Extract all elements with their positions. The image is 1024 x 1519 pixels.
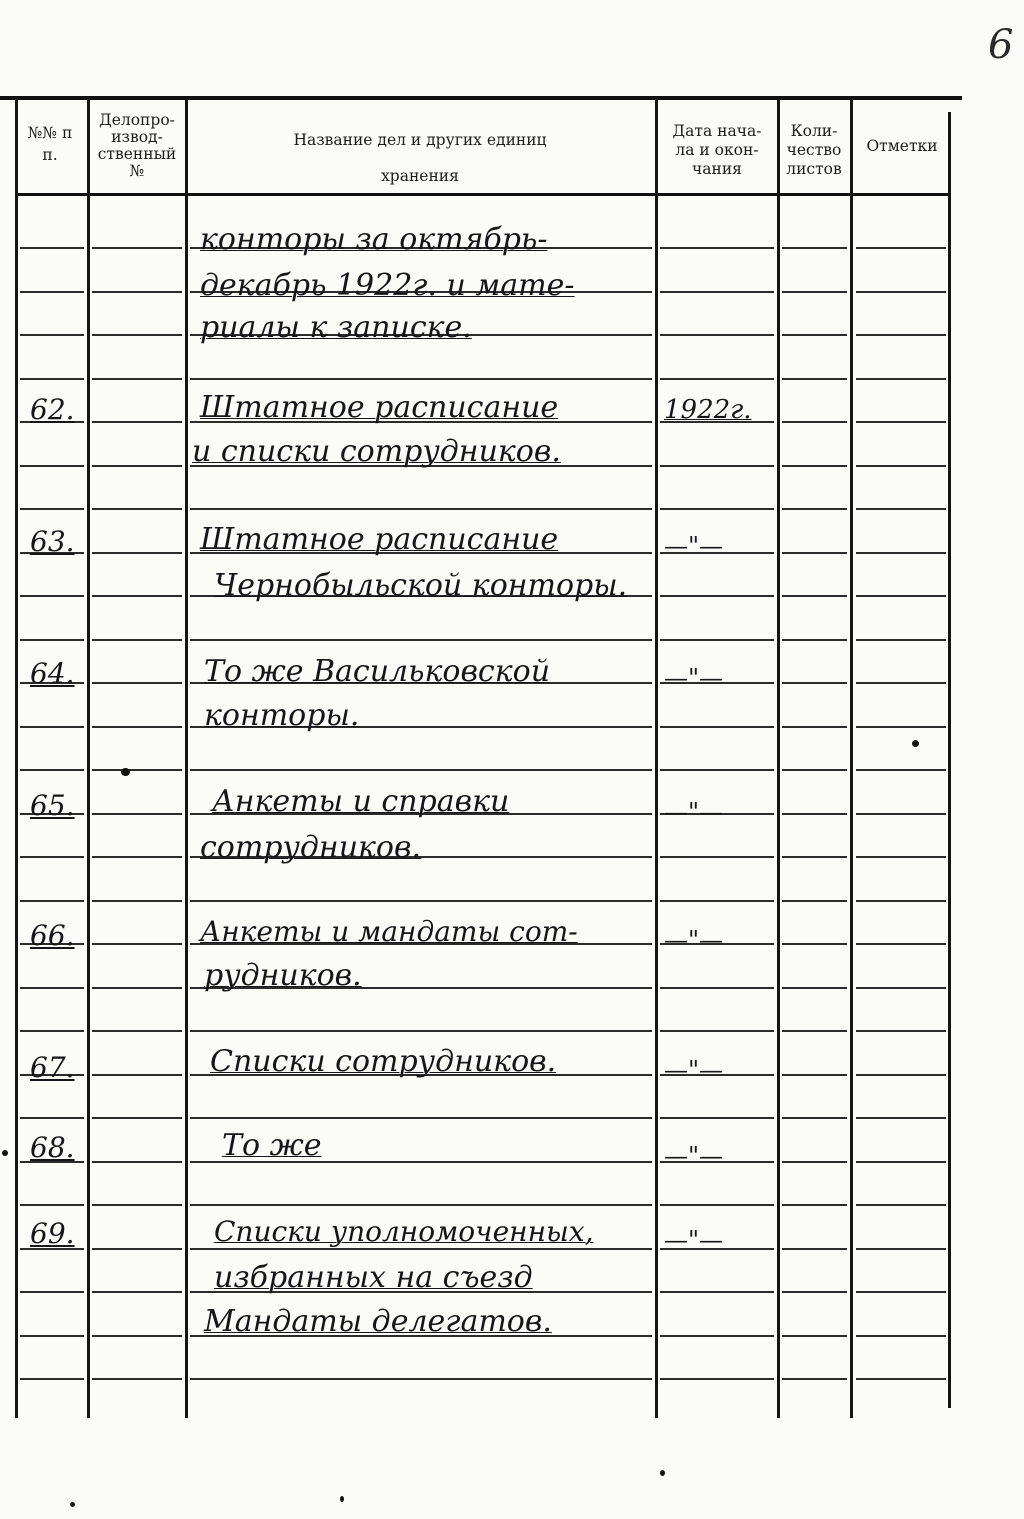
row-number: 65. [30,789,75,822]
row-date: —"— [664,1226,724,1254]
ruled-line [92,900,182,902]
ruled-line [92,856,182,858]
ruled-line [660,726,774,728]
col-divider-4 [655,98,658,1418]
ruled-line [92,813,182,815]
ruled-line [20,856,84,858]
ruled-line [856,1378,946,1380]
ruled-line [190,508,652,510]
ruled-line [782,1335,847,1337]
ruled-line [92,682,182,684]
ruled-line [660,1378,774,1380]
ruled-line [782,900,847,902]
continuation-line: конторы за октябрь- [200,222,548,257]
table-top-border [0,96,962,100]
ruled-line [92,1161,182,1163]
ruled-line [660,987,774,989]
ruled-line [660,291,774,293]
ruled-line [782,1161,847,1163]
scan-speck [121,768,130,776]
ruled-line [782,465,847,467]
ruled-line [190,378,652,380]
ruled-line [92,1117,182,1119]
ruled-line [856,291,946,293]
ruled-line [856,421,946,423]
row-title-line: То же Васильковской [204,654,551,689]
ruled-line [92,378,182,380]
ruled-line [92,465,182,467]
ruled-line [20,247,84,249]
scan-speck [2,1150,8,1156]
ruled-line [660,769,774,771]
ruled-line [660,1291,774,1293]
scan-speck [912,740,919,747]
ruled-line [190,769,652,771]
ruled-line [856,769,946,771]
ruled-line [782,378,847,380]
row-date: —"— [664,1056,724,1084]
row-date: —"— [664,532,724,560]
ruled-line [20,1117,84,1119]
header-dates: Дата нача-ла и окон-чания [672,122,762,178]
row-title-line: Списки сотрудников. [210,1044,557,1079]
ruled-line [20,1378,84,1380]
ruled-line [782,856,847,858]
ruled-line [92,247,182,249]
row-title-line: рудников. [204,958,362,993]
ruled-line [856,1074,946,1076]
col-divider-2 [87,98,90,1418]
ruled-line [92,421,182,423]
ruled-line [20,987,84,989]
ruled-line [92,639,182,641]
ruled-line [20,378,84,380]
row-date: —"— [664,664,724,692]
row-title-line: Штатное расписание [200,522,559,557]
row-number: 64. [30,657,75,690]
row-title-line: Списки уполномоченных, [214,1215,594,1248]
ruled-line [782,1030,847,1032]
ruled-line [660,900,774,902]
ruled-line [856,595,946,597]
ruled-line [856,726,946,728]
header-title: Название дел и других единиц хранения [293,131,547,185]
header-office-no: Делопро-извод-ственный № [97,111,177,180]
row-title-line: и списки сотрудников. [192,434,561,469]
ruled-line [856,1117,946,1119]
ruled-line [92,1291,182,1293]
ruled-line [20,334,84,336]
ruled-line [856,465,946,467]
ruled-line [20,1204,84,1206]
ruled-line [782,1204,847,1206]
page-number: 6 [988,22,1014,68]
ruled-line [92,334,182,336]
ruled-line [782,508,847,510]
scan-speck [660,1470,665,1476]
ruled-line [190,639,652,641]
ruled-line [856,900,946,902]
row-number: 67. [30,1051,75,1084]
ruled-line [92,1378,182,1380]
ruled-line [660,639,774,641]
ruled-line [660,595,774,597]
header-notes: Отметки [866,137,938,155]
ruled-line [856,1335,946,1337]
ruled-line [190,1030,652,1032]
ruled-line [92,552,182,554]
ruled-line [20,595,84,597]
ruled-line [20,291,84,293]
ruled-line [20,1291,84,1293]
ruled-line [782,769,847,771]
ruled-line [660,247,774,249]
ruled-line [660,508,774,510]
ruled-line [856,682,946,684]
row-title-line: сотрудников. [200,830,421,865]
ruled-line [92,769,182,771]
ruled-line [92,1204,182,1206]
ruled-line [782,639,847,641]
row-date: —"— [664,798,724,826]
continuation-line: риалы к записке. [200,310,472,345]
ruled-line [92,1074,182,1076]
row-number: 69. [30,1217,75,1250]
ruled-line [20,508,84,510]
row-date: 1922г. [664,395,752,425]
ruled-line [20,465,84,467]
ruled-line [660,856,774,858]
ruled-line [190,1378,652,1380]
ruled-line [660,1204,774,1206]
ruled-line [856,813,946,815]
header-sheets: Коли-чество листов [786,122,842,178]
scan-speck [70,1502,75,1507]
ruled-line [856,943,946,945]
row-number: 63. [30,525,75,558]
ruled-line [782,682,847,684]
ruled-line [92,291,182,293]
col-divider-6 [850,98,853,1418]
row-date: —"— [664,926,724,954]
ruled-line [20,1030,84,1032]
ruled-line [782,813,847,815]
ruled-line [782,987,847,989]
ruled-line [660,1030,774,1032]
ruled-line [782,726,847,728]
row-title-line: То же [222,1128,322,1163]
row-date: —"— [664,1142,724,1170]
col-divider-5 [777,98,780,1418]
ruled-line [782,291,847,293]
ruled-line [856,987,946,989]
ruled-line [782,1248,847,1250]
row-title-line: Мандаты делегатов. [204,1304,552,1339]
ruled-line [856,639,946,641]
ruled-line [660,1335,774,1337]
ruled-line [856,1291,946,1293]
ruled-line [190,900,652,902]
ruled-line [92,987,182,989]
row-title-line: конторы. [204,698,360,733]
ruled-line [92,1335,182,1337]
row-title-line: избранных на съезд [214,1260,533,1295]
ruled-line [782,421,847,423]
ruled-line [782,552,847,554]
ruled-line [782,595,847,597]
ruled-line [856,856,946,858]
col-divider-3 [185,98,188,1418]
ruled-line [190,1204,652,1206]
ruled-line [92,595,182,597]
ruled-line [782,1117,847,1119]
row-number: 66. [30,919,75,952]
row-title-line: Анкеты и справки [212,784,510,819]
ruled-line [856,1030,946,1032]
row-number: 68. [30,1131,75,1164]
scan-speck [340,1496,344,1502]
ruled-line [20,900,84,902]
row-number: 62. [30,393,75,426]
ruled-line [660,465,774,467]
ruled-line [782,1378,847,1380]
row-title-line: Штатное расписание [200,390,559,425]
ruled-line [782,1074,847,1076]
ruled-line [782,943,847,945]
ruled-line [20,769,84,771]
ruled-line [92,1248,182,1250]
ruled-line [20,1335,84,1337]
header-num: №№ п п. [27,124,73,164]
ruled-line [660,378,774,380]
ruled-line [660,1117,774,1119]
col-divider-7 [948,112,951,1408]
ruled-line [856,378,946,380]
ruled-line [856,552,946,554]
ruled-line [856,508,946,510]
continuation-line: декабрь 1922г. и мате- [200,268,575,303]
ruled-line [20,639,84,641]
ruled-line [20,726,84,728]
col-divider-1 [15,98,18,1418]
ruled-line [190,1117,652,1119]
ruled-line [856,1161,946,1163]
ruled-line [92,943,182,945]
ruled-line [92,508,182,510]
ruled-line [856,1204,946,1206]
ruled-line [782,247,847,249]
ruled-line [782,1291,847,1293]
ruled-line [856,1248,946,1250]
ruled-line [856,247,946,249]
row-title-line: Анкеты и мандаты сот- [200,915,578,948]
ruled-line [92,1030,182,1032]
row-title-line: Чернобыльской конторы. [214,568,628,603]
ruled-line [92,726,182,728]
ruled-line [660,334,774,336]
ruled-line [856,334,946,336]
ruled-line [782,334,847,336]
